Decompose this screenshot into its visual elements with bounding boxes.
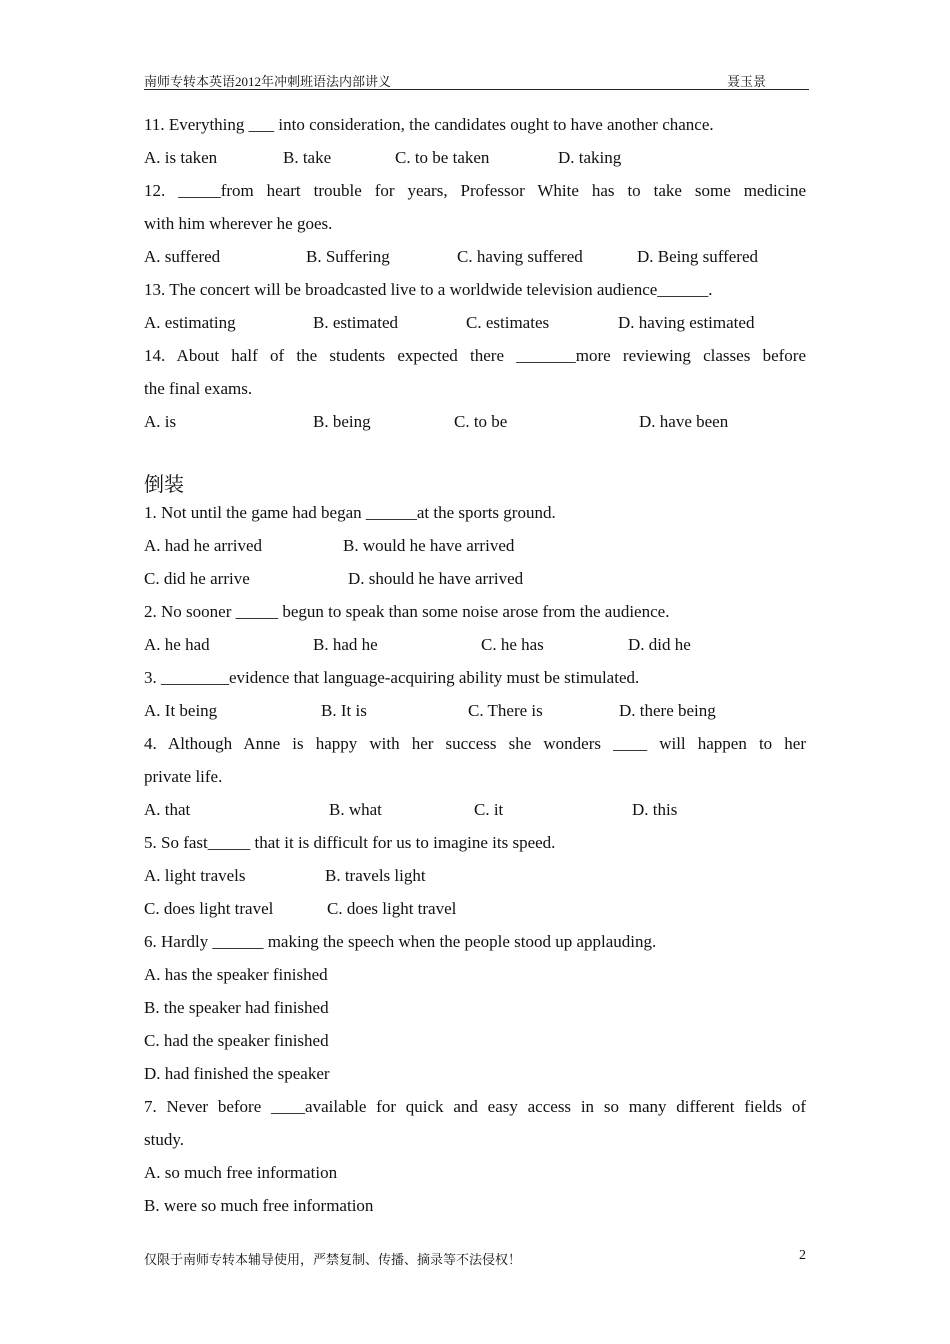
inversion-question-4: 4. Although Anne is happy with her success she wonders ____ will happen to her	[144, 734, 806, 753]
option-a: A. he had	[144, 635, 210, 654]
option-a: A. light travels	[144, 866, 246, 885]
option-c: C. he has	[481, 635, 544, 654]
option-b: B. estimated	[313, 313, 398, 332]
inversion-question-1: 1. Not until the game had began ______at the sports ground.	[144, 503, 556, 522]
option-a: A. estimating	[144, 313, 236, 332]
option-d: D. there being	[619, 701, 716, 720]
question-14: 14. About half of the students expected there _______more reviewing classes before	[144, 346, 806, 365]
inversion-question-6: 6. Hardly ______ making the speech when the people stood up applauding.	[144, 932, 657, 951]
option-a: A. had he arrived	[144, 536, 263, 555]
option-d: C. does light travel	[327, 899, 457, 918]
inversion-question-4-cont: private life.	[144, 767, 223, 786]
option-a: A. has the speaker finished	[144, 965, 328, 984]
option-d: D. having estimated	[618, 313, 755, 332]
option-d: D. should he have arrived	[348, 569, 524, 588]
footer-notice: 仅限于南师专转本辅导使用，严禁复制、传播、摘录等不法侵权！	[144, 1252, 522, 1267]
option-c: C. to be	[454, 412, 508, 431]
option-a: A. is taken	[144, 148, 218, 167]
inversion-question-5: 5. So fast_____ that it is difficult for us to imagine its speed.	[144, 833, 556, 852]
page-number: 2	[799, 1248, 806, 1263]
option-c: C. had the speaker finished	[144, 1031, 329, 1050]
option-d: D. this	[632, 800, 678, 819]
header-title: 南师专转本英语2012年冲刺班语法内部讲义	[144, 74, 392, 89]
question-13: 13. The concert will be broadcasted live to a worldwide television audience______.	[144, 280, 713, 299]
option-b: B. It is	[321, 701, 367, 720]
option-c: C. does light travel	[144, 899, 274, 918]
option-c: C. did he arrive	[144, 569, 250, 588]
option-c: C. estimates	[466, 313, 550, 332]
option-a: A. is	[144, 412, 177, 431]
option-d: D. taking	[558, 148, 622, 167]
option-b: B. what	[329, 800, 382, 819]
question-12: 12. _____from heart trouble for years, Professor White has to take some medicine	[144, 181, 806, 200]
inversion-question-7: 7. Never before ____available for quick and easy access in so many different fields of	[144, 1097, 806, 1116]
inversion-question-7-cont: study.	[144, 1130, 184, 1149]
inversion-question-2: 2. No sooner _____ begun to speak than some noise arose from the audience.	[144, 602, 670, 621]
option-b: B. travels light	[325, 866, 426, 885]
page-header	[144, 71, 809, 90]
option-b: B. take	[283, 148, 332, 167]
option-b: B. had he	[313, 635, 378, 654]
option-d: D. did he	[628, 635, 691, 654]
option-b: B. Suffering	[306, 247, 390, 266]
option-b: B. being	[313, 412, 371, 431]
option-b: B. the speaker had finished	[144, 998, 329, 1017]
question-14-cont: the final exams.	[144, 379, 253, 398]
inversion-question-3: 3. ________evidence that language-acquiring ability must be stimulated.	[144, 668, 640, 687]
option-b: B. would he have arrived	[343, 536, 515, 555]
option-a: A. that	[144, 800, 191, 819]
section-title: 倒装	[144, 474, 184, 496]
option-c: C. to be taken	[395, 148, 490, 167]
option-c: C. having suffered	[457, 247, 583, 266]
option-d: D. had finished the speaker	[144, 1064, 330, 1083]
question-11: 11. Everything ___ into consideration, the candidates ought to have another chance.	[144, 115, 714, 134]
option-c: C. it	[474, 800, 504, 819]
option-d: D. have been	[639, 412, 729, 431]
option-a: A. suffered	[144, 247, 221, 266]
option-c: C. There is	[468, 701, 543, 720]
header-author: 聂玉景	[727, 74, 767, 89]
question-12-cont: with him wherever he goes.	[144, 214, 333, 233]
option-b: B. were so much free information	[144, 1196, 374, 1215]
option-a: A. so much free information	[144, 1163, 338, 1182]
option-d: D. Being suffered	[637, 247, 759, 266]
option-a: A. It being	[144, 701, 218, 720]
